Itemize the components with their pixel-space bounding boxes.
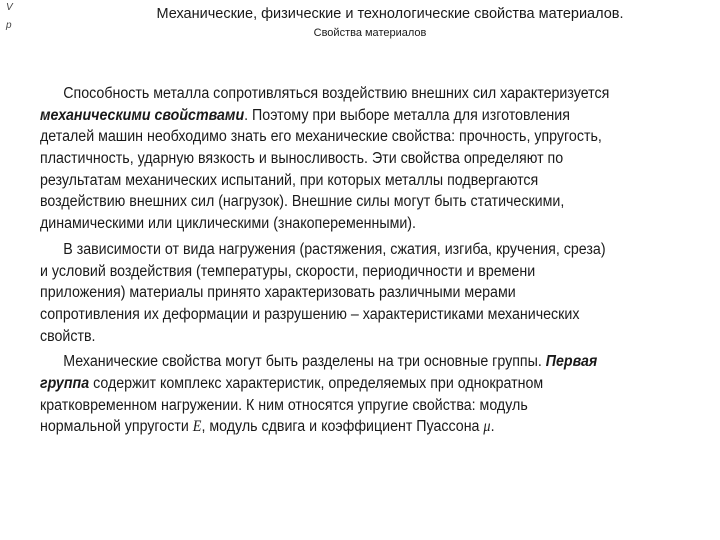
text-line: [40, 261, 654, 283]
text-line: [40, 83, 654, 105]
text-line: [40, 373, 654, 395]
text-segment: Механические свойства могут быть разделены на три основные группы.: [63, 353, 546, 371]
text-segment: .: [490, 418, 495, 436]
text-line: [40, 416, 654, 438]
text-segment: содержит комплекс характеристик, определяемых при однократном: [89, 374, 544, 392]
text-segment: , модуль сдвига и коэффициент Пуассона: [201, 418, 484, 436]
text-line: [40, 351, 654, 373]
text-segment: В зависимости от вида нагружения (растяжения, сжатия, изгиба, кручения, среза): [63, 240, 606, 258]
text-segment: воздействию внешних сил (нагрузок). Внешние силы могут быть статическими,: [40, 193, 565, 211]
text-line: [40, 326, 654, 348]
text-line: [40, 170, 654, 192]
text-segment: пластичность, ударную вязкость и выносливость. Эти свойства определяют по: [40, 150, 564, 168]
paragraph: [40, 239, 700, 347]
text-line: [40, 148, 654, 170]
text-line: [40, 395, 654, 417]
text-line: [40, 126, 654, 148]
text-segment: динамическими или циклическими (знакопеременными).: [40, 215, 417, 233]
text-segment: . Поэтому при выборе металла для изготовления: [244, 106, 570, 124]
emphasized-text: μ: [483, 418, 491, 436]
text-segment: нормальной упругости: [40, 418, 193, 436]
text-line: [40, 105, 654, 127]
text-segment: свойств.: [40, 327, 96, 345]
corner-mark-v: V: [6, 2, 13, 13]
emphasized-text: механическими свойствами: [40, 106, 245, 124]
emphasized-text: Первая: [545, 353, 598, 371]
paragraph: [40, 83, 700, 235]
document-body: [40, 83, 700, 438]
text-line: [40, 213, 654, 235]
corner-mark-p: p: [6, 20, 12, 31]
text-segment: результатам механических испытаний, при которых металлы подвергаются: [40, 171, 539, 189]
page-subtitle: Свойства материалов: [313, 27, 427, 39]
text-line: [40, 191, 654, 213]
emphasized-text: E: [192, 418, 202, 436]
text-line: [40, 304, 654, 326]
text-line: [40, 282, 654, 304]
page-title: Механические, физические и технологические свойства материалов.: [156, 6, 624, 22]
text-segment: приложения) материалы принято характеризовать различными мерами: [40, 284, 516, 302]
text-line: [40, 239, 654, 261]
paragraph: [40, 351, 700, 438]
emphasized-text: группа: [40, 374, 90, 392]
text-segment: и условий воздействия (температуры, скорости, периодичности и времени: [40, 262, 536, 280]
text-segment: Способность металла сопротивляться воздействию внешних сил характеризуется: [63, 85, 610, 102]
text-segment: деталей машин необходимо знать его механические свойства: прочность, упругость,: [40, 128, 602, 146]
text-segment: кратковременном нагружении. К ним относятся упругие свойства: модуль: [40, 396, 528, 414]
text-segment: сопротивления их деформации и разрушению – характеристиками механических: [40, 305, 580, 323]
